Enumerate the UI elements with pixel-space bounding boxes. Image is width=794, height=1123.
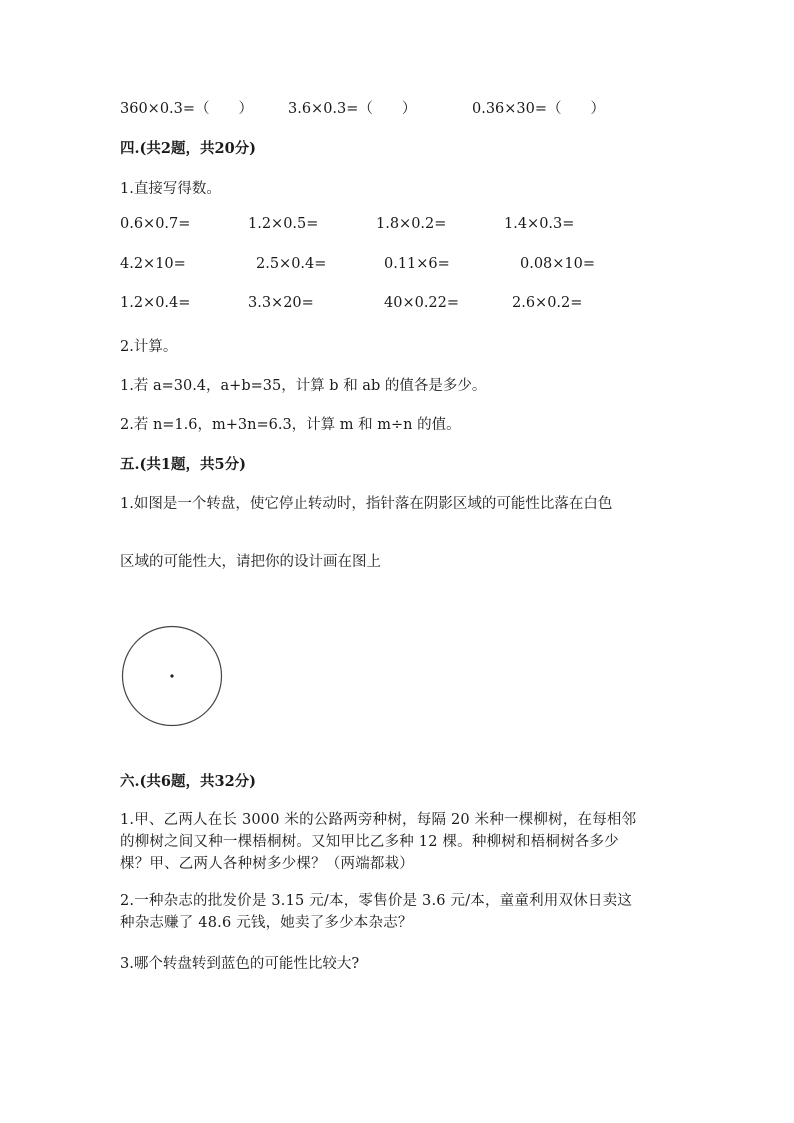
calc-item: 0.11×6=: [384, 256, 450, 272]
section-6-q1-line: 1.甲、乙两人在长 3000 米的公路两旁种树，每隔 20 米种一棵柳树，在每相邻: [120, 812, 637, 828]
top-problem-row: [120, 97, 794, 119]
calc-item: 4.2×10=: [120, 256, 186, 272]
section-4-q2-item-1: 1.若 a=30.4，a+b=35，计算 b 和 ab 的值各是多少。: [120, 378, 487, 394]
calc-row-3: [120, 295, 794, 317]
problem-fill-blank: 0.36×30=（ ）: [472, 101, 606, 117]
section-4-q1-label: 1.直接写得数。: [120, 181, 221, 197]
calc-item: 1.2×0.5=: [248, 216, 319, 232]
section-6-title: 六.(共6题，共32分): [120, 773, 257, 790]
calc-item: 1.8×0.2=: [376, 216, 447, 232]
section-6-q1-line: 的柳树之间又种一棵梧桐树。又知甲比乙多种 12 棵。种柳树和梧桐树各多少: [120, 834, 619, 850]
problem-fill-blank: 3.6×0.3=（ ）: [288, 101, 417, 117]
section-6-q2-line: 2.一种杂志的批发价是 3.15 元/本，零售价是 3.6 元/本，童童利用双休日卖这: [120, 893, 632, 909]
calc-item: 0.6×0.7=: [120, 216, 191, 232]
calc-row-1: [120, 216, 794, 238]
section-5-q1-line-1: 1.如图是一个转盘，使它停止转动时，指针落在阴影区域的可能性比落在白色: [120, 496, 613, 512]
section-6-q2-line: 种杂志赚了 48.6 元钱，她卖了多少本杂志？: [120, 915, 413, 931]
calc-item: 1.2×0.4=: [120, 295, 191, 311]
section-6-q3: 3.哪个转盘转到蓝色的可能性比较大?: [120, 956, 360, 972]
calc-item: 3.3×20=: [248, 295, 314, 311]
calc-item: 1.4×0.3=: [504, 216, 575, 232]
section-6-q1: [120, 809, 676, 875]
section-4-q2-item-2: 2.若 n=1.6，m+3n=6.3，计算 m 和 m÷n 的值。: [120, 417, 461, 433]
section-5-q1-line-2: 区域的可能性大，请把你的设计画在图上: [120, 554, 381, 570]
calc-row-2: [120, 256, 794, 278]
problem-fill-blank: 360×0.3=（ ）: [120, 101, 254, 117]
calc-item: 2.5×0.4=: [256, 256, 327, 272]
section-6-q1-line: 棵？甲、乙两人各种树多少棵？（两端都栽）: [120, 856, 414, 872]
spinner-circle-figure: [118, 622, 228, 730]
spinner-center-dot: [170, 674, 173, 677]
section-4-title: 四.(共2题，共20分): [120, 140, 257, 157]
section-5-title: 五.(共1题，共5分): [120, 456, 246, 473]
calc-item: 2.6×0.2=: [512, 295, 583, 311]
section-6-q2: [120, 890, 676, 934]
section-4-q2-label: 2.计算。: [120, 339, 178, 355]
calc-item: 0.08×10=: [520, 256, 596, 272]
calc-item: 40×0.22=: [384, 295, 460, 311]
